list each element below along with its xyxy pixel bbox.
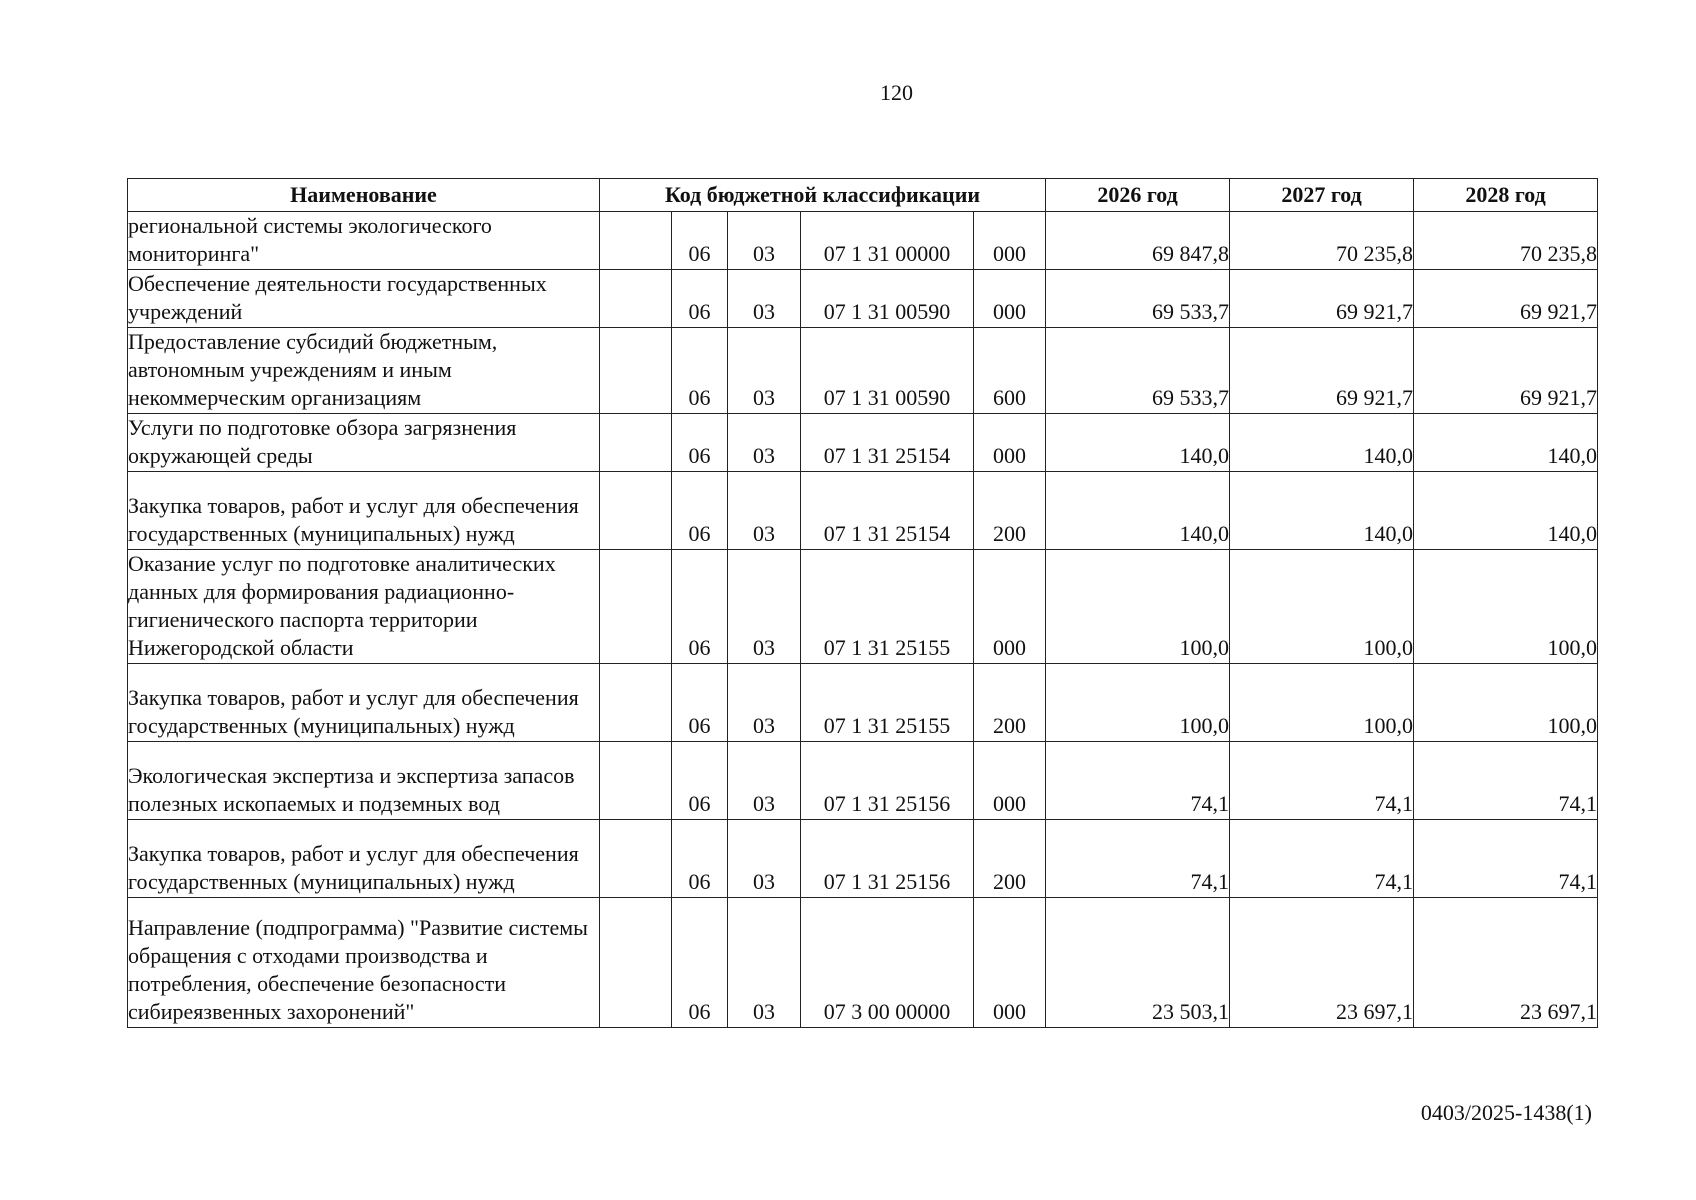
- cell-code-section: 06: [672, 898, 728, 1028]
- cell-value-2026: 100,0: [1046, 550, 1230, 664]
- cell-code-expense: 000: [974, 270, 1046, 328]
- cell-code-target: 07 1 31 25155: [801, 664, 974, 742]
- cell-code-section: 06: [672, 328, 728, 414]
- cell-value-2027: 69 921,7: [1230, 328, 1414, 414]
- table-row: [128, 414, 1598, 472]
- cell-code-subsection: 03: [728, 212, 801, 270]
- cell-value-2027: 74,1: [1230, 742, 1414, 820]
- cell-value-2026: 69 533,7: [1046, 328, 1230, 414]
- cell-name: региональной системы экологического мониторинга": [128, 212, 600, 270]
- cell-code-target: 07 3 00 00000: [801, 898, 974, 1028]
- cell-value-2026: 69 533,7: [1046, 270, 1230, 328]
- cell-code-target: 07 1 31 25154: [801, 472, 974, 550]
- table-row: [128, 550, 1598, 664]
- table-row: [128, 270, 1598, 328]
- header-2027: 2027 год: [1230, 179, 1414, 212]
- cell-code-1: [600, 550, 672, 664]
- cell-value-2028: 74,1: [1414, 820, 1598, 898]
- cell-code-expense: 000: [974, 898, 1046, 1028]
- cell-value-2027: 23 697,1: [1230, 898, 1414, 1028]
- cell-code-target: 07 1 31 25156: [801, 742, 974, 820]
- cell-value-2027: 140,0: [1230, 472, 1414, 550]
- cell-code-1: [600, 328, 672, 414]
- page-number: 120: [880, 80, 913, 105]
- cell-code-1: [600, 898, 672, 1028]
- cell-code-1: [600, 472, 672, 550]
- cell-code-target: 07 1 31 25156: [801, 820, 974, 898]
- cell-name: Услуги по подготовке обзора загрязнения окружающей среды: [128, 414, 600, 472]
- cell-value-2028: 140,0: [1414, 414, 1598, 472]
- header-2026: 2026 год: [1046, 179, 1230, 212]
- cell-name: Направление (подпрограмма) "Развитие системы обращения с отходами производства и потребления, обеспечение безопасности сибиреязвенных захоронений": [128, 898, 600, 1028]
- cell-code-1: [600, 270, 672, 328]
- cell-code-target: 07 1 31 25154: [801, 414, 974, 472]
- table-row: [128, 742, 1598, 820]
- cell-value-2028: 100,0: [1414, 550, 1598, 664]
- cell-code-section: 06: [672, 742, 728, 820]
- cell-value-2027: 100,0: [1230, 664, 1414, 742]
- cell-value-2027: 140,0: [1230, 414, 1414, 472]
- cell-name: Экологическая экспертиза и экспертиза запасов полезных ископаемых и подземных вод: [128, 742, 600, 820]
- cell-value-2027: 70 235,8: [1230, 212, 1414, 270]
- cell-name: Оказание услуг по подготовке аналитических данных для формирования радиационно-гигиенического паспорта территории Нижегородской области: [128, 550, 600, 664]
- cell-code-section: 06: [672, 414, 728, 472]
- cell-value-2026: 23 503,1: [1046, 898, 1230, 1028]
- table-row: [128, 820, 1598, 898]
- cell-code-subsection: 03: [728, 550, 801, 664]
- cell-value-2027: 100,0: [1230, 550, 1414, 664]
- cell-code-expense: 000: [974, 550, 1046, 664]
- cell-value-2026: 140,0: [1046, 472, 1230, 550]
- table-row: [128, 212, 1598, 270]
- cell-code-1: [600, 664, 672, 742]
- table-row: [128, 898, 1598, 1028]
- cell-name: Предоставление субсидий бюджетным, автономным учреждениям и иным некоммерческим организациям: [128, 328, 600, 414]
- cell-code-section: 06: [672, 270, 728, 328]
- cell-name: Закупка товаров, работ и услуг для обеспечения государственных (муниципальных) нужд: [128, 664, 600, 742]
- cell-value-2026: 74,1: [1046, 820, 1230, 898]
- cell-code-expense: 200: [974, 820, 1046, 898]
- cell-name: Закупка товаров, работ и услуг для обеспечения государственных (муниципальных) нужд: [128, 472, 600, 550]
- cell-code-expense: 200: [974, 664, 1046, 742]
- header-name: Наименование: [128, 179, 600, 212]
- document-id: 0403/2025-1438(1): [1420, 1100, 1592, 1125]
- cell-value-2028: 69 921,7: [1414, 328, 1598, 414]
- table-body: [128, 212, 1598, 1028]
- cell-name: Обеспечение деятельности государственных учреждений: [128, 270, 600, 328]
- cell-code-expense: 600: [974, 328, 1046, 414]
- cell-code-section: 06: [672, 472, 728, 550]
- cell-name: Закупка товаров, работ и услуг для обеспечения государственных (муниципальных) нужд: [128, 820, 600, 898]
- table-row: [128, 472, 1598, 550]
- cell-value-2028: 100,0: [1414, 664, 1598, 742]
- cell-code-section: 06: [672, 664, 728, 742]
- cell-value-2028: 74,1: [1414, 742, 1598, 820]
- cell-value-2027: 74,1: [1230, 820, 1414, 898]
- cell-code-target: 07 1 31 25155: [801, 550, 974, 664]
- cell-code-section: 06: [672, 550, 728, 664]
- cell-code-subsection: 03: [728, 898, 801, 1028]
- cell-code-expense: 000: [974, 212, 1046, 270]
- cell-code-1: [600, 414, 672, 472]
- cell-value-2026: 69 847,8: [1046, 212, 1230, 270]
- cell-value-2028: 70 235,8: [1414, 212, 1598, 270]
- cell-value-2027: 69 921,7: [1230, 270, 1414, 328]
- table-row: [128, 664, 1598, 742]
- cell-code-target: 07 1 31 00590: [801, 270, 974, 328]
- cell-value-2026: 74,1: [1046, 742, 1230, 820]
- cell-value-2028: 140,0: [1414, 472, 1598, 550]
- cell-code-expense: 000: [974, 742, 1046, 820]
- cell-code-section: 06: [672, 820, 728, 898]
- cell-value-2028: 69 921,7: [1414, 270, 1598, 328]
- table-row: [128, 328, 1598, 414]
- cell-code-subsection: 03: [728, 414, 801, 472]
- cell-code-subsection: 03: [728, 820, 801, 898]
- cell-code-subsection: 03: [728, 472, 801, 550]
- cell-value-2026: 140,0: [1046, 414, 1230, 472]
- cell-code-expense: 000: [974, 414, 1046, 472]
- cell-code-target: 07 1 31 00590: [801, 328, 974, 414]
- cell-value-2026: 100,0: [1046, 664, 1230, 742]
- cell-code-target: 07 1 31 00000: [801, 212, 974, 270]
- cell-code-1: [600, 742, 672, 820]
- table-header-row: [128, 179, 1598, 212]
- cell-code-subsection: 03: [728, 742, 801, 820]
- header-code: Код бюджетной классификации: [600, 179, 1046, 212]
- budget-table: [127, 178, 1598, 1028]
- cell-code-subsection: 03: [728, 664, 801, 742]
- cell-code-1: [600, 212, 672, 270]
- cell-code-section: 06: [672, 212, 728, 270]
- cell-code-subsection: 03: [728, 328, 801, 414]
- cell-code-subsection: 03: [728, 270, 801, 328]
- header-2028: 2028 год: [1414, 179, 1598, 212]
- cell-code-expense: 200: [974, 472, 1046, 550]
- cell-code-1: [600, 820, 672, 898]
- cell-value-2028: 23 697,1: [1414, 898, 1598, 1028]
